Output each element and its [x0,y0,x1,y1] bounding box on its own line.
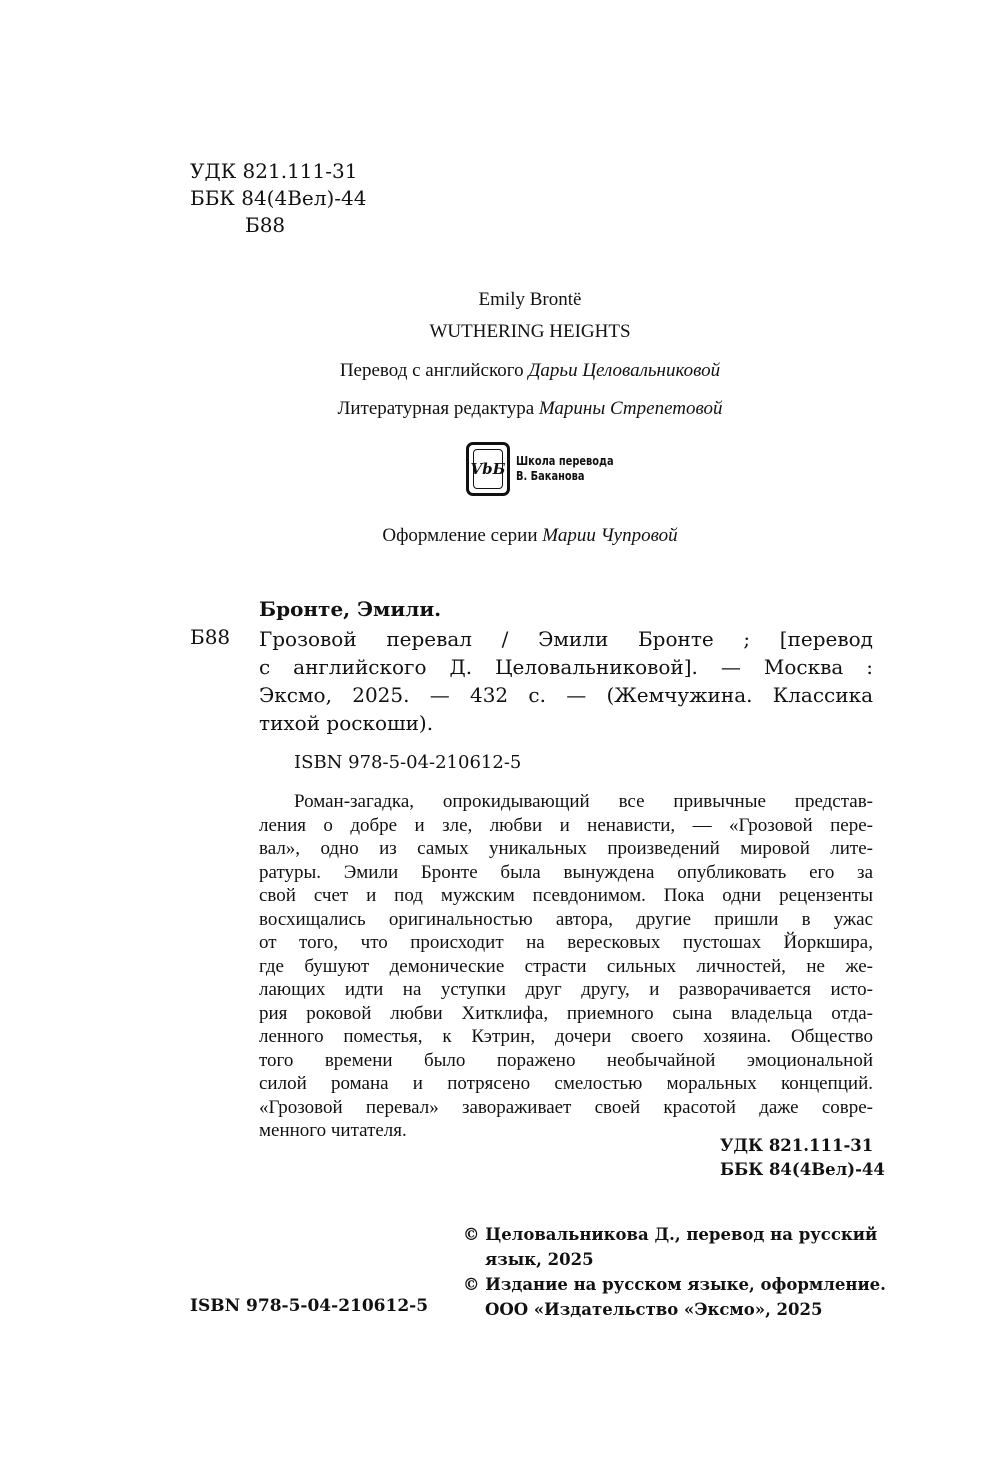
bottom-udk: УДК 821.111-31 [720,1136,874,1155]
bottom-codes [720,1134,885,1182]
classification-codes [190,158,366,239]
annotation-line: где бушуют демонические страсти сильных личностей, не же- [259,955,873,977]
logo-line-1: Школа перевода [516,454,614,468]
annotation-line: ления о добре и зле, любви и ненависти, — «Грозовой пере- [259,814,873,836]
annotation-line: восхищались оригинальностью автора, другие пришли в ужас [259,908,873,930]
copyright-line: ООО «Издательство «Эксмо», 2025 [485,1300,823,1319]
annotation [259,790,873,1143]
editor-name: Марины Стрепетовой [538,398,723,419]
bottom-isbn: ISBN 978-5-04-210612-5 [190,1296,429,1316]
annotation-line: «Грозовой перевал» завораживает своей красотой даже совре- [259,1096,873,1118]
annotation-line: ленного поместья, к Кэтрин, дочери своего хозяина. Общество [259,1026,873,1047]
catalog-line: Грозовой перевал / Эмили Бронте ; [перевод [259,627,873,651]
design-prefix: Оформление серии [382,525,543,546]
catalog-author-heading: Бронте, Эмили. [259,597,442,621]
copyright-block [463,1222,886,1322]
annotation-line: силой романа и потрясено смелостью моральных концепций. [259,1073,873,1094]
title-original: WUTHERING HEIGHTS [429,321,631,342]
catalog-code: Б88 [190,625,231,649]
author-original: Emily Brontë [478,289,582,310]
author-sign: Б88 [245,213,286,237]
annotation-line: от того, что происходит на вересковых пустошах Йоркшира, [259,932,873,953]
annotation-line: того времени было поражено необычайной эмоциональной [259,1049,873,1071]
catalog-description [259,625,873,737]
catalog-line: тихой роскоши). [259,711,434,735]
designer-name: Марии Чупровой [542,525,678,546]
school-logo [466,442,635,496]
editor-prefix: Литературная редактура [337,398,539,419]
udk-code: УДК 821.111-31 [190,159,358,183]
annotation-line: вал», одно из самых уникальных произведений мировой лите- [259,838,873,859]
bbk-code: ББК 84(4Вел)-44 [190,186,367,210]
catalog-isbn: ISBN 978-5-04-210612-5 [294,752,522,773]
catalog-line: Эксмо, 2025. — 432 с. — (Жемчужина. Классика [259,683,873,707]
annotation-line: свой счет и под мужским псевдонимом. Пока одни рецензенты [259,885,873,906]
translation-credit [0,360,1000,382]
annotation-line: менного читателя. [259,1120,407,1141]
editor-credit [0,398,1000,420]
annotation-line: рия роковой любви Хитклифа, приемного сына владельца отда- [259,1002,873,1024]
annotation-line: лающих идти на уступки друг другу, и разворачивается исто- [259,979,873,1000]
annotation-line: Роман-загадка, опрокидывающий все привычные представ- [294,791,873,812]
logo-text [516,454,614,484]
logo-line-2: В. Баканова [516,469,585,483]
catalog-line: с английского Д. Целовальниковой]. — Москва : [259,655,873,679]
translation-prefix: Перевод с английского [339,360,529,381]
bottom-bbk: ББК 84(4Вел)-44 [720,1160,885,1179]
logo-mark-icon: VbБ [466,442,510,496]
copyright-line: © Издание на русском языке, оформление. [463,1275,886,1294]
copyright-line: © Целовальникова Д., перевод на русский [463,1225,878,1244]
design-credit [0,525,1000,547]
copyright-line: язык, 2025 [485,1250,594,1269]
translator-name: Дарьи Целовальниковой [528,360,721,381]
annotation-line: ратуры. Эмили Бронте была вынуждена опубликовать его за [259,861,873,883]
